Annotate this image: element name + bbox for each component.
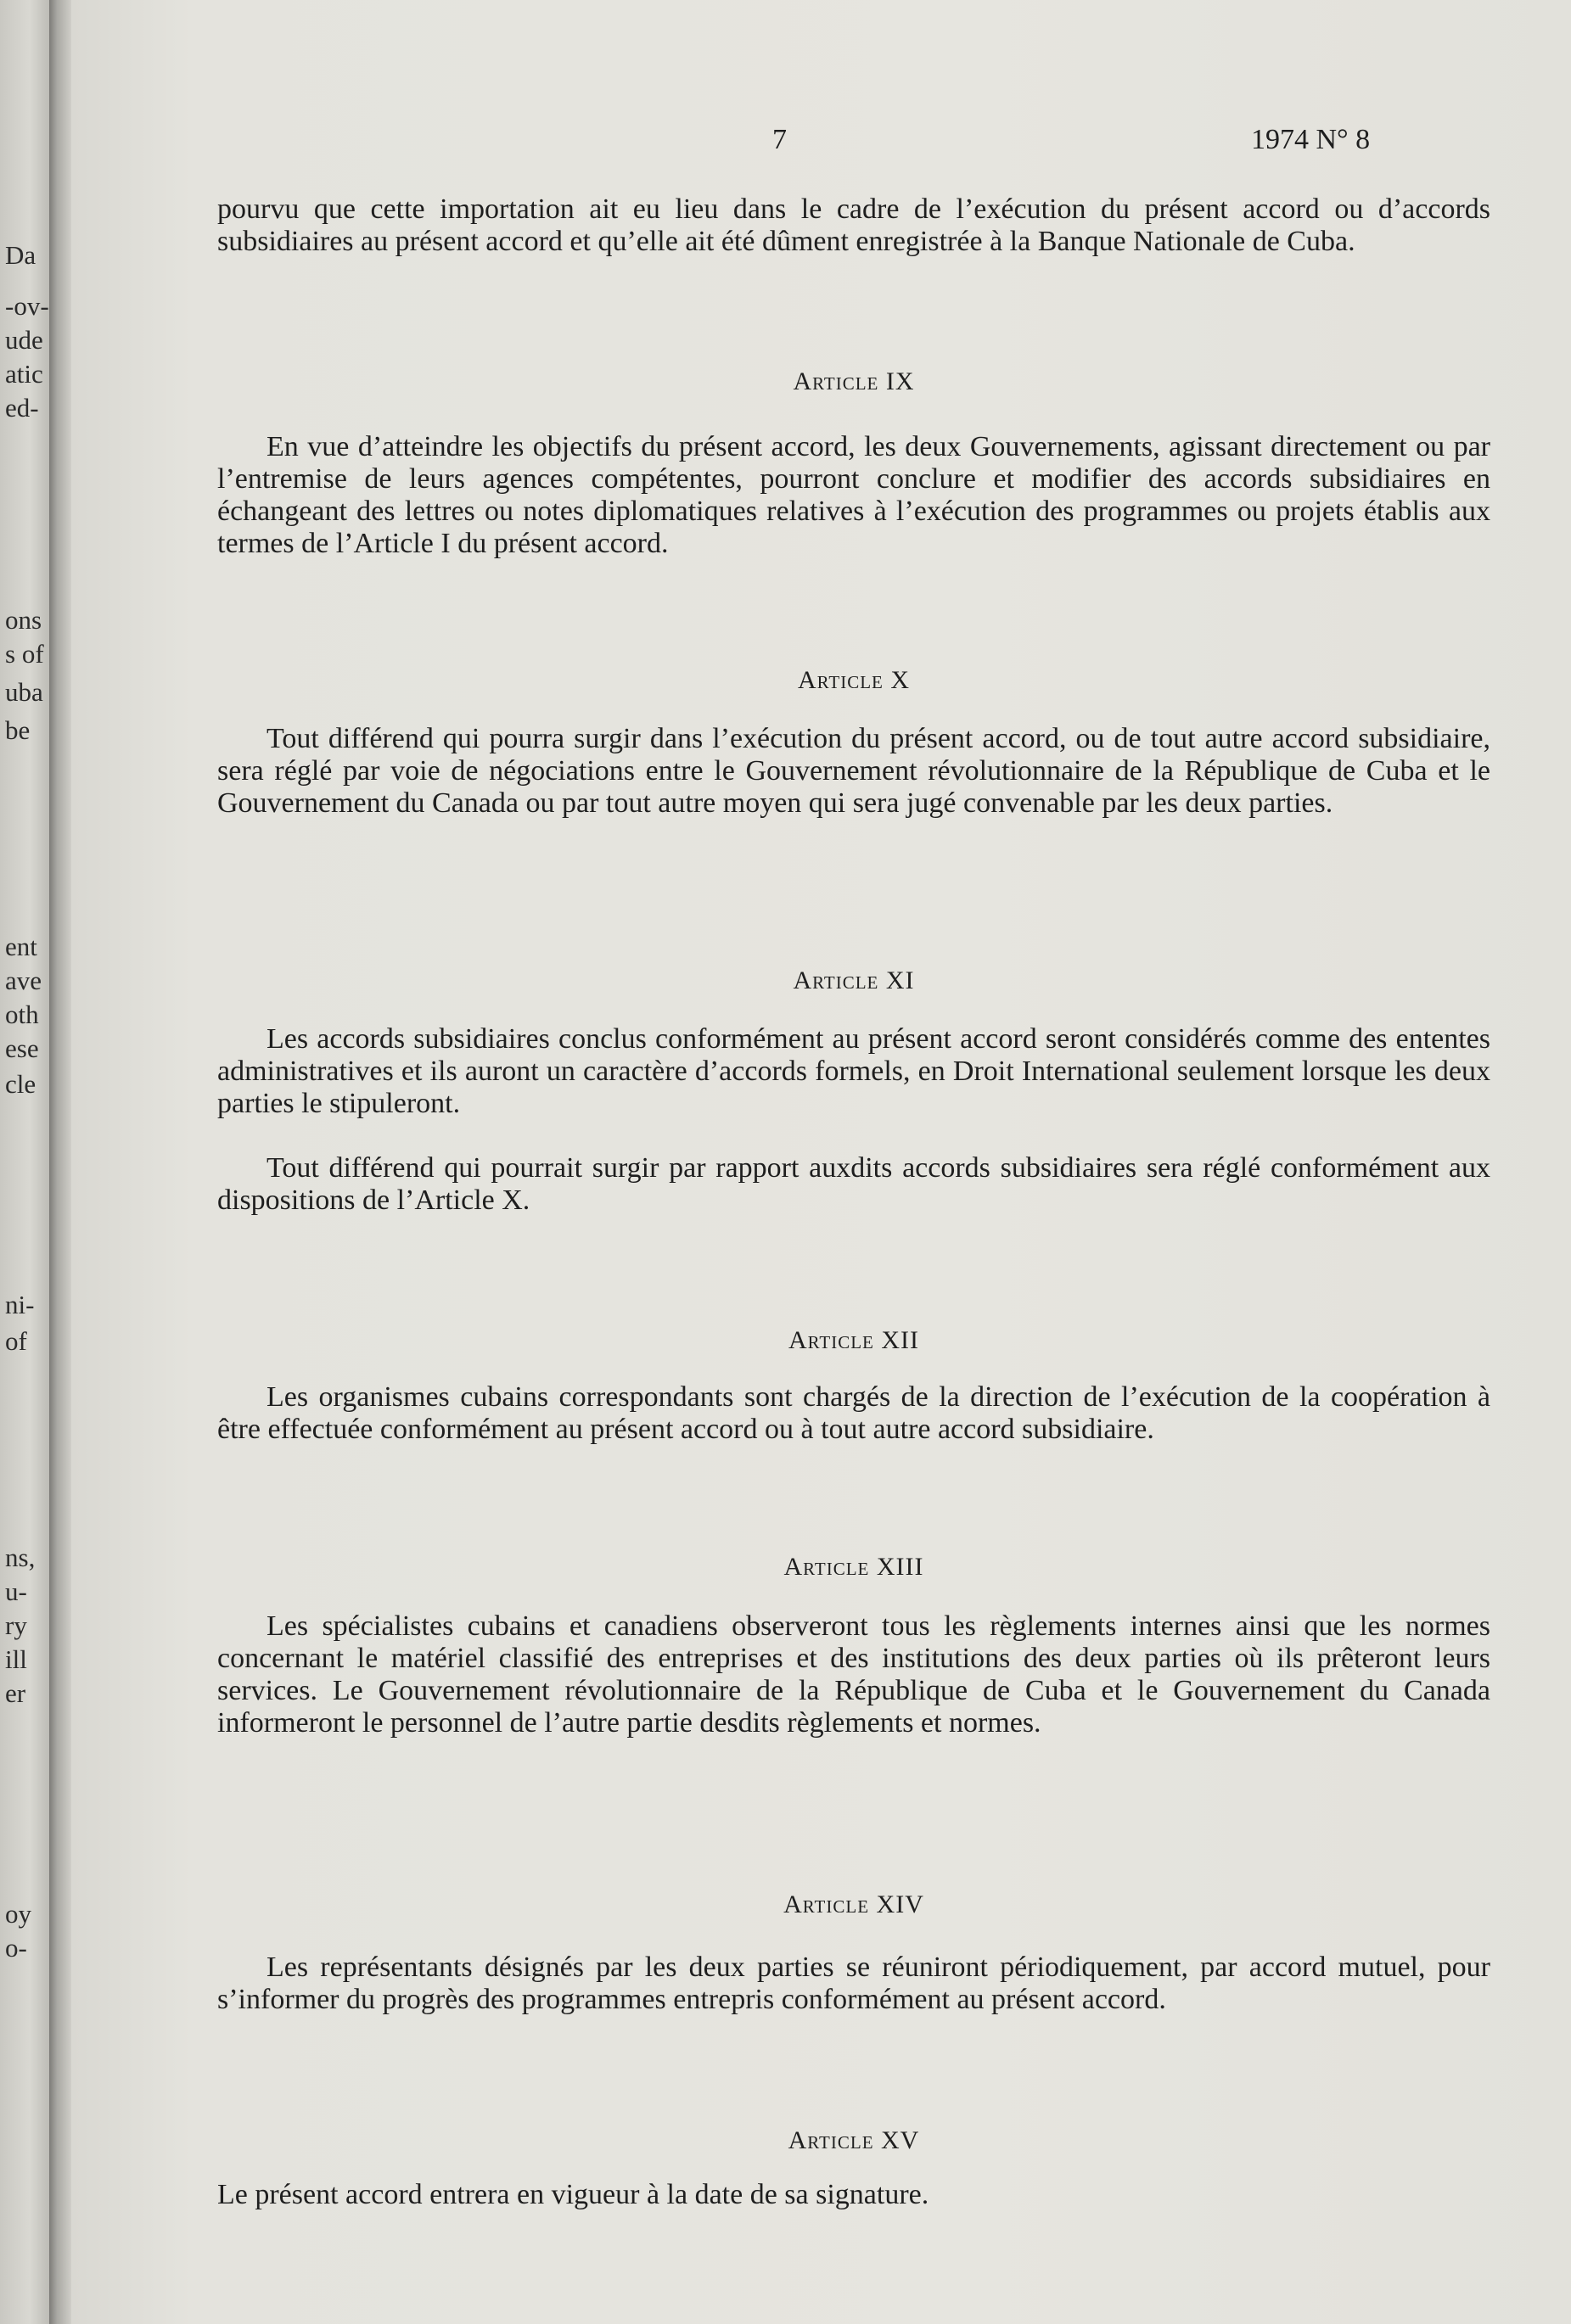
article-heading: Article XIII — [783, 1553, 924, 1581]
paragraph: pourvu que cette importation ait eu lieu dans le cadre de l’exécution du présent accord ou d’accords subsidiaires au présent accord et qu’elle ait été dûment enregistrée à la Banque Nationale de Cuba. — [217, 193, 1490, 257]
facing-page-fragment: ude — [5, 325, 43, 355]
document-reference: 1974 N° 8 — [1251, 124, 1371, 155]
facing-page-fragment: -ov- — [5, 291, 49, 321]
facing-page-fragment: s of — [5, 639, 44, 669]
article-heading: Article XV — [788, 2126, 920, 2154]
article-heading: Article X — [797, 666, 911, 694]
document-page — [71, 0, 1571, 2324]
facing-page-fragment: ese — [5, 1033, 39, 1063]
article-body — [217, 1023, 1490, 1217]
facing-page-fragment: oy — [5, 1899, 31, 1929]
facing-page-fragment: atic — [5, 359, 43, 389]
paragraph: Le présent accord entrera en vigueur à la date de sa signature. — [217, 2179, 929, 2210]
article-body — [217, 431, 1490, 560]
facing-page-fragment: cle — [5, 1069, 36, 1099]
facing-page-fragment: Da — [5, 240, 36, 270]
facing-page-fragment: ons — [5, 605, 42, 635]
facing-page-fragment: oth — [5, 1000, 39, 1029]
intro-section — [217, 193, 1490, 258]
article-body — [217, 1381, 1490, 1446]
paragraph: Les accords subsidiaires conclus conformément au présent accord seront considérés comme des ententes administratives et ils auront un caractère d’accords formels, en Droit International seulement lorsque les deux parties le stipuleront. — [217, 1023, 1490, 1119]
facing-page-fragment: ent — [5, 932, 37, 961]
facing-page-fragment: u- — [5, 1576, 27, 1606]
facing-page-edge — [0, 0, 49, 2324]
article-body — [217, 1610, 1490, 1739]
facing-page-fragment: of — [5, 1326, 27, 1356]
facing-page-fragment: er — [5, 1678, 26, 1708]
facing-page-fragment: ni- — [5, 1290, 35, 1319]
paragraph: Tout différend qui pourra surgir dans l’exécution du présent accord, ou de tout autre accord subsidiaire, sera réglé par voie de négociations entre le Gouvernement révolutionnaire de la République de Cuba et le Gouvernement du Canada ou par tout autre moyen qui sera jugé convenable par les deux parties. — [217, 723, 1490, 819]
facing-page-fragment: o- — [5, 1933, 27, 1963]
paragraph: Tout différend qui pourrait surgir par rapport auxdits accords subsidiaires sera réglé conformément aux dispositions de l’Article X. — [217, 1152, 1490, 1216]
book-gutter — [49, 0, 71, 2324]
article-heading: Article IX — [793, 367, 915, 395]
article-body — [217, 723, 1490, 820]
page-number: 7 — [772, 124, 787, 155]
article-heading: Article XIV — [783, 1890, 924, 1918]
facing-page-fragment: ill — [5, 1644, 27, 1674]
facing-page-fragment: ed- — [5, 393, 39, 423]
article-body — [217, 1952, 1490, 2016]
paragraph: Les spécialistes cubains et canadiens observeront tous les règlements internes ainsi que les normes concernant le matériel classifié des entreprises et des institutions des deux parties où ils prêteront leurs services. Le Gouvernement révolutionnaire de la République de Cuba et le Gouvernement du Canada informeront le personnel de l’autre partie desdits règlements et normes. — [217, 1610, 1490, 1739]
facing-page-fragment: uba — [5, 677, 43, 707]
facing-page-fragment: ry — [5, 1610, 27, 1640]
paragraph: Les organismes cubains correspondants sont chargés de la direction de l’exécution de la coopération à être effectuée conformément au présent accord ou à tout autre accord subsidiaire. — [217, 1381, 1490, 1445]
article-heading: Article XII — [788, 1326, 920, 1354]
paragraph: En vue d’atteindre les objectifs du présent accord, les deux Gouvernements, agissant directement ou par l’entremise de leurs agences compétentes, pourront conclure et modifier des accords subsidiaires en échangeant des lettres ou notes diplomatiques relatives à l’exécution des programmes ou projets établis aux termes de l’Article I du présent accord. — [217, 431, 1490, 559]
paragraph: Les représentants désignés par les deux parties se réuniront périodiquement, par accord mutuel, pour s’informer du progrès des programmes entrepris conformément au présent accord. — [217, 1952, 1490, 2015]
article-body — [217, 2179, 1490, 2211]
facing-page-fragment: be — [5, 715, 31, 745]
facing-page-fragment: ave — [5, 966, 42, 995]
article-heading: Article XI — [793, 966, 915, 994]
facing-page-fragment: ns, — [5, 1543, 36, 1572]
